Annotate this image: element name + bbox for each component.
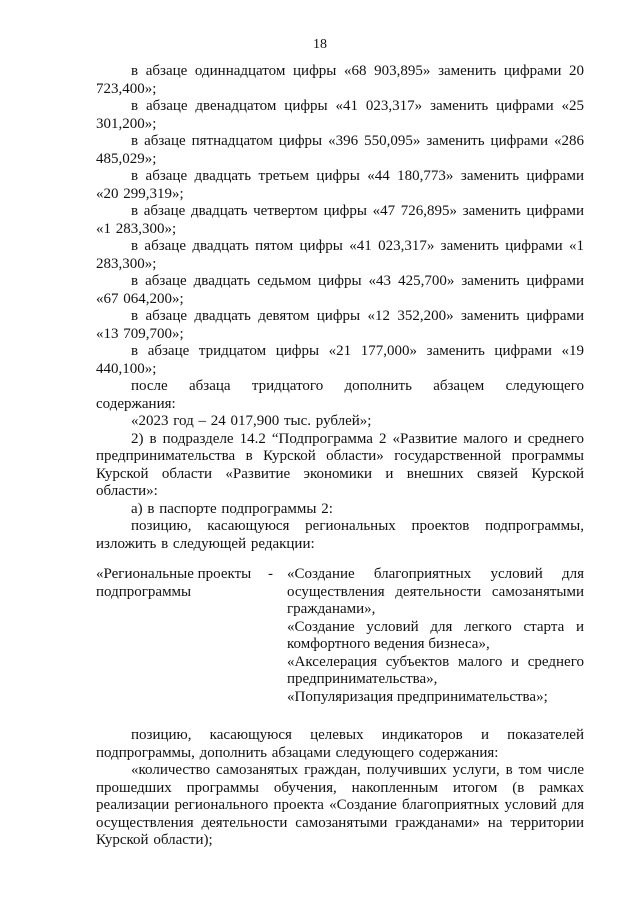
project-item: «Создание благоприятных условий для осуществления деятельности самозанятыми гражданами», [287,566,584,617]
project-item: «Создание условий для легкого старта и комфортного ведения бизнеса», [287,618,584,652]
paragraph: после абзаца тридцатого дополнить абзацем следующего содержания: [96,378,584,412]
paragraph: в абзаце двадцать четвертом цифры «47 726,895» заменить цифрами «1 283,300»; [96,203,584,237]
paragraph: «2023 год – 24 017,900 тыс. рублей»; [131,413,372,429]
paragraph: в абзаце двадцать девятом цифры «12 352,200» заменить цифрами «13 709,700»; [96,308,584,342]
paragraph: а) в паспорте подпрограммы 2: [131,500,333,517]
regional-projects-table [96,566,584,709]
paragraph: в абзаце двенадцатом цифры «41 023,317» заменить цифрами «25 301,200»; [96,98,584,132]
paragraph: в абзаце тридцатом цифры «21 177,000» заменить цифрами «19 440,100»; [96,343,584,377]
paragraph: «количество самозанятых граждан, получивших услуги, в том числе прошедших программы обучения, накопленным итогом (в рамках реализации регионального проекта «Создание благоприятных условий для осуществления деятельности самозанятыми гражданами» на территории Курской области); [96,762,584,848]
paragraph: в абзаце пятнадцатом цифры «396 550,095» заменить цифрами «286 485,029»; [96,133,584,167]
table-right-column [287,566,584,706]
project-item: «Популяризация предпринимательства»; [287,688,548,705]
document-body [96,63,584,850]
page-number: 18 [313,37,327,52]
project-item: «Акселерация субъектов малого и среднего предпринимательства», [287,653,584,687]
paragraph: в абзаце двадцать седьмом цифры «43 425,700» заменить цифрами «67 064,200»; [96,273,584,307]
table-dash: - [268,566,273,582]
paragraph: в абзаце одиннадцатом цифры «68 903,895» заменить цифрами 20 723,400»; [96,63,584,97]
paragraph: позицию, касающуюся региональных проектов подпрограммы, изложить в следующей редакции: [96,518,584,552]
paragraph: позицию, касающуюся целевых индикаторов и показателей подпрограммы, дополнить абзацами следующего содержания: [96,727,584,761]
paragraph: в абзаце двадцать пятом цифры «41 023,317» заменить цифрами «1 283,300»; [96,238,584,272]
paragraph: в абзаце двадцать третьем цифры «44 180,773» заменить цифрами «20 299,319»; [96,168,584,202]
table-left-label: «Региональные проекты подпрограммы [96,566,252,600]
paragraph: 2) в подразделе 14.2 “Подпрограмма 2 «Развитие малого и среднего предпринимательства в Курской области» государственной программы Курской области «Развитие экономики и внешних связей Курской области»: [96,430,584,499]
